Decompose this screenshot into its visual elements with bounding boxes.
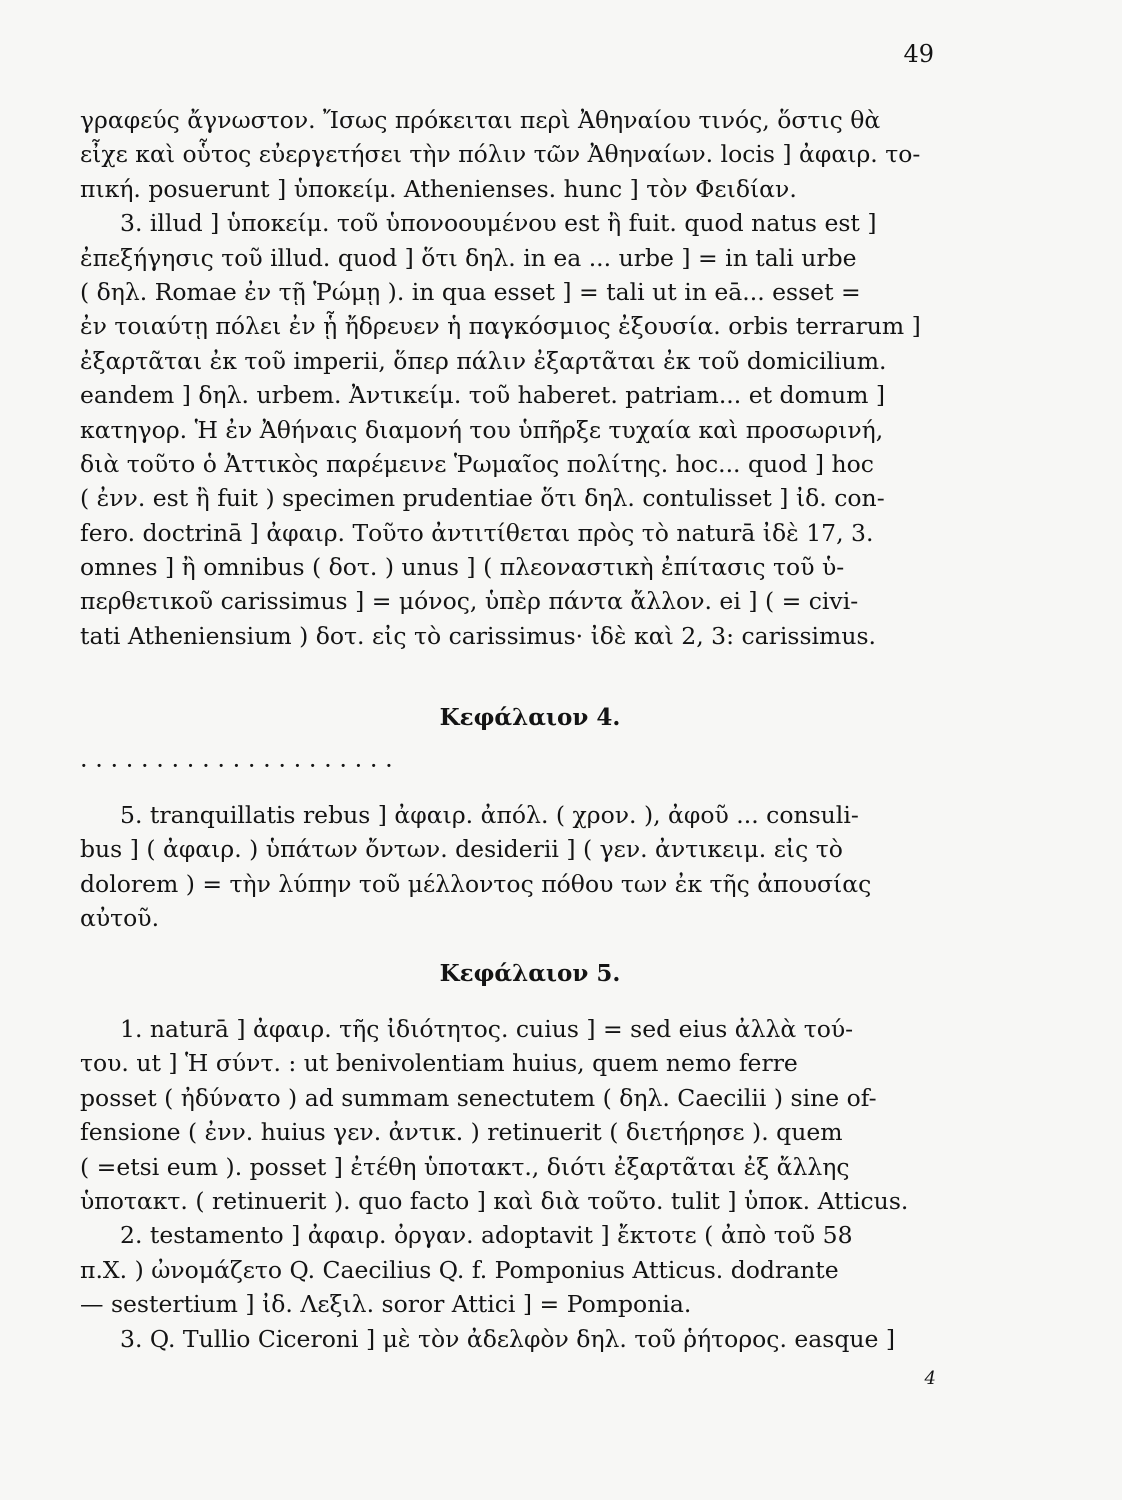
text-line: bus ] ( ἀφαιρ. ) ὑπάτων ὄντων. desiderii ] ( γεν. ἀντικειμ. εἰς τὸ xyxy=(80,835,843,864)
text-line: π.Χ. ) ὠνομάζετο Q. Caecilius Q. f. Pomponius Atticus. dodrante xyxy=(80,1255,839,1284)
text-line: 3. Q. Tullio Ciceroni ] μὲ τὸν ἀδελφὸν δηλ. τοῦ ῥήτορος. easque ] xyxy=(120,1324,896,1353)
text-line: του. ut ] Ἡ σύντ. : ut benivolentiam huius, quem nemo ferre xyxy=(80,1049,798,1078)
chapter-4-heading: Κεφάλαιον 4. xyxy=(439,704,621,731)
text-line: tati Atheniensium ) δοτ. εἰς τὸ carissimus· ἰδὲ καὶ 2, 3: carissimus. xyxy=(80,621,876,650)
text-line: 1. naturā ] ἀφαιρ. τῆς ἰδιότητος. cuius ] = sed eius ἀλλὰ τού- xyxy=(120,1015,854,1043)
text-line: ἐξαρτᾶται ἐκ τοῦ imperii, ὅπερ πάλιν ἐξαρτᾶται ἐκ τοῦ domicilium. xyxy=(80,346,887,375)
section-1-text xyxy=(80,103,950,653)
text-line: κατηγορ. Ἡ ἐν Ἀθήναις διαμονή του ὑπῆρξε τυχαία καὶ προσωρινή, xyxy=(80,415,884,444)
chapter-5-heading: Κεφάλαιον 5. xyxy=(439,960,621,987)
text-line: fensione ( ἐνν. huius γεν. ἀντικ. ) retinuerit ( διετήρησε ). quem xyxy=(80,1118,843,1147)
text-line: ὑποτακτ. ( retinuerit ). quo facto ] καὶ διὰ τοῦτο. tulit ] ὑποκ. Atticus. xyxy=(80,1186,909,1215)
section-2-text xyxy=(80,798,950,936)
text-line: πική. posuerunt ] ὑποκείμ. Athenienses. hunc ] τὸν Φειδίαν. xyxy=(80,174,797,203)
text-line: ( =etsi eum ). posset ] ἐτέθη ὑποτακτ., διότι ἐξαρτᾶται ἐξ ἄλλης xyxy=(80,1152,850,1181)
text-line: 2. testamento ] ἀφαιρ. ὀργαν. adoptavit ] ἔκτοτε ( ἀπὸ τοῦ 58 xyxy=(120,1221,853,1250)
text-line: dolorem ) = τὴν λύπην τοῦ μέλλοντος πόθου των ἐκ τῆς ἀπουσίας xyxy=(80,869,872,898)
text-line: posset ( ἠδύνατο ) ad summam senectutem ( δηλ. Caecilii ) sine of- xyxy=(80,1083,877,1112)
text-line: ἐπεξήγησις τοῦ illud. quod ] ὅτι δηλ. in ea ... urbe ] = in tali urbe xyxy=(80,243,857,272)
text-line: 5. tranquillatis rebus ] ἀφαιρ. ἀπόλ. ( χρον. ), ἀφοῦ ... consuli- xyxy=(120,801,859,829)
text-line: — sestertium ] ἰδ. Λεξιλ. soror Attici ] = Pomponia. xyxy=(80,1290,692,1319)
text-line: fero. doctrinā ] ἀφαιρ. Τοῦτο ἀντιτίθεται πρὸς τὸ naturā ἰδὲ 17, 3. xyxy=(80,518,874,547)
text-line: αὐτοῦ. xyxy=(80,904,160,933)
text-line: γραφεύς ἄγνωστον. Ἴσως πρόκειται περὶ Ἀθηναίου τινός, ὅστις θὰ xyxy=(80,106,881,134)
text-line: εἶχε καὶ οὗτος εὐεργετήσει τὴν πόλιν τῶν Ἀθηναίων. locis ] ἀφαιρ. το- xyxy=(80,140,921,169)
text-line: eandem ] δηλ. urbem. Ἀντικείμ. τοῦ haberet. patriam... et domum ] xyxy=(80,381,886,410)
page-number: 49 xyxy=(903,40,934,68)
text-line: ( δηλ. Romae ἐν τῇ Ῥώμῃ ). in qua esset ] = tali ut in eā... esset = xyxy=(80,277,861,306)
text-line: περθετικοῦ carissimus ] = μόνος, ὑπὲρ πάντα ἄλλον. ei ] ( = civi- xyxy=(80,587,859,616)
section-3-text xyxy=(80,1012,950,1356)
text-line: omnes ] ἢ omnibus ( δοτ. ) unus ] ( πλεοναστικὴ ἐπίτασις τοῦ ὑ- xyxy=(80,553,845,582)
text-line: ἐν τοιαύτῃ πόλει ἐν ᾗ ἤδρευεν ἡ παγκόσμιος ἐξουσία. orbis terrarum ] xyxy=(80,312,921,341)
text-line: 3. illud ] ὑποκείμ. τοῦ ὑπονοουμένου est ἢ fuit. quod natus est ] xyxy=(120,209,877,238)
ellipsis-dots: · · · · · · · · · · · · · · · · · · · · · xyxy=(80,752,393,780)
signature-mark: 4 xyxy=(924,1368,936,1389)
text-line: ( ἐνν. est ἢ fuit ) specimen prudentiae ὅτι δηλ. contulisset ] ἰδ. con- xyxy=(80,484,885,513)
text-line: διὰ τοῦτο ὁ Ἀττικὸς παρέμεινε Ῥωμαῖος πολίτης. hoc... quod ] hoc xyxy=(80,449,874,478)
